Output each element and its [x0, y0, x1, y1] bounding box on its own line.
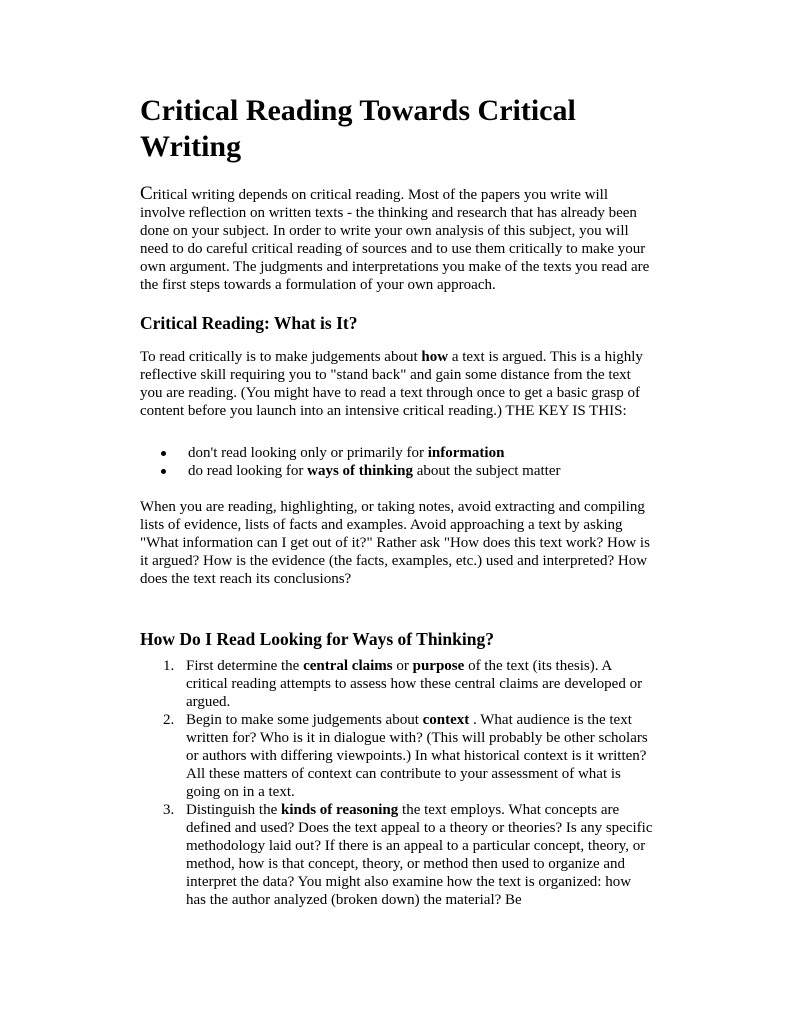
bold-run: how	[421, 349, 449, 365]
bold-run: information	[427, 445, 505, 461]
bullet-icon	[161, 451, 166, 456]
bold-run: ways of thinking	[307, 463, 414, 479]
numbered-list	[140, 657, 654, 909]
list-item	[140, 444, 654, 462]
list-number: 3.	[163, 802, 175, 818]
text-run: don't read looking only or primarily for	[188, 445, 428, 461]
section-heading-critical-reading: Critical Reading: What is It?	[140, 313, 358, 333]
text-run: . What audience is the text written for? Who is it in dialogue with? (This will probably be other scholars or authors with differing viewpoints.) In what historical context is it written? All these matters of context can contribute to your assessment of what is going on in a text.	[186, 712, 648, 800]
page-title: Critical Reading Towards Critical Writing	[140, 94, 576, 163]
bold-run: purpose	[412, 658, 465, 674]
text-run: the text employs. What concepts are defined and used? Does the text appeal to a theory or theories? Is any specific methodology laid out? If there is an appeal to a particular concept, theory, or method, how is that concept, theory, or method then used to organize and interpret the data? You might also examine how the text is organized: how has the author analyzed (broken down) the material? Be	[186, 802, 653, 908]
intro-paragraph	[140, 185, 654, 294]
bold-run: central claims	[303, 658, 393, 674]
bullet-icon	[161, 469, 166, 474]
text-run: Begin to make some judgements about	[186, 712, 423, 728]
key-bullet-list	[140, 444, 654, 480]
section1-paragraph-2: When you are reading, highlighting, or taking notes, avoid extracting and compiling lists of evidence, lists of facts and examples. Avoid approaching a text by asking "What information can I get out of it?" Rather ask "How does this text work? How is it argued? How is the evidence (the facts, examples, etc.) used and interpreted? How does the text reach its conclusions?	[140, 499, 650, 587]
list-number: 1.	[163, 658, 175, 674]
list-item	[140, 711, 654, 801]
text-run: about the subject matter	[413, 463, 561, 479]
section1-paragraph	[140, 348, 654, 420]
text-run: To read critically is to make judgements about	[140, 349, 422, 365]
list-item	[140, 657, 654, 711]
bold-run: kinds of reasoning	[281, 802, 399, 818]
text-run: do read looking for	[188, 463, 308, 479]
text-run: First determine the	[186, 658, 304, 674]
list-item	[140, 801, 654, 909]
drop-cap: C	[140, 183, 153, 204]
bold-run: context	[422, 712, 470, 728]
text-run: of the text (its thesis). A critical reading attempts to assess how these central claims are developed or argued.	[186, 658, 643, 710]
text-run: or	[392, 658, 413, 674]
list-number: 2.	[163, 712, 175, 728]
list-item	[140, 462, 654, 480]
intro-text: ritical writing depends on critical reading. Most of the papers you write will involve reflection on written texts - the thinking and research that has already been done on your subject. In order to write your own analysis of this subject, you will need to do careful critical reading of sources and to use them critically to make your own argument. The judgments and interpretations you make of the texts you read are the first steps towards a formulation of your own approach.	[140, 187, 650, 293]
section-heading-ways-of-thinking: How Do I Read Looking for Ways of Thinking?	[140, 629, 494, 649]
text-run: Distinguish the	[186, 802, 282, 818]
text-run: a text is argued. This is a highly reflective skill requiring you to "stand back" and gain some distance from the text you are reading. (You might have to read a text through once to get a basic grasp of content before you launch into an intensive critical reading.) THE KEY IS THIS:	[140, 349, 643, 419]
